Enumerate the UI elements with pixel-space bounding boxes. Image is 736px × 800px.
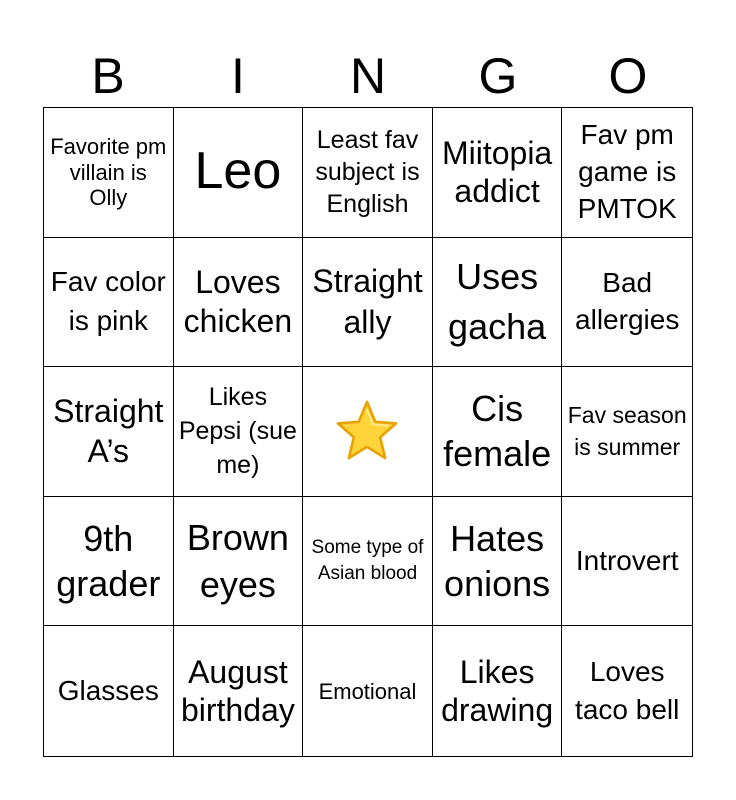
- bingo-header: [43, 44, 693, 108]
- header-letter-g: G: [478, 48, 518, 104]
- header-letter-o: O: [608, 48, 648, 104]
- bingo-cell-20[interactable]: Introvert: [562, 497, 692, 627]
- bingo-cell-24[interactable]: Likes drawing: [433, 626, 563, 756]
- bingo-cell-10[interactable]: Bad allergies: [562, 238, 692, 368]
- bingo-cell-12[interactable]: Likes Pepsi (sue me): [174, 367, 304, 497]
- bingo-cell-15[interactable]: Fav season is summer: [562, 367, 692, 497]
- bingo-cell-8[interactable]: Straight ally: [303, 238, 433, 368]
- free-space[interactable]: [303, 367, 433, 497]
- bingo-cell-16[interactable]: 9th grader: [44, 497, 174, 627]
- bingo-cell-4[interactable]: Miitopia addict: [433, 108, 563, 238]
- bingo-cell-17[interactable]: Brown eyes: [174, 497, 304, 627]
- bingo-cell-5[interactable]: Fav pm game is PMTOK: [562, 108, 692, 238]
- bingo-cell-25[interactable]: Loves taco bell: [575, 655, 680, 726]
- bingo-cell-22[interactable]: August birthday: [174, 626, 304, 756]
- header-letter-i: I: [231, 48, 245, 104]
- bingo-cell-21[interactable]: Glasses: [44, 626, 174, 756]
- bingo-cell-9[interactable]: Uses gacha: [433, 238, 563, 368]
- bingo-cell-3[interactable]: Least fav subject is English: [303, 108, 433, 238]
- bingo-cell-2[interactable]: Leo: [174, 108, 304, 238]
- bingo-cell-18[interactable]: Some type of Asian blood: [303, 497, 433, 627]
- bingo-cell-7[interactable]: Loves chicken: [174, 238, 304, 368]
- star-icon: [334, 398, 400, 464]
- bingo-board: [43, 107, 693, 757]
- bingo-cell-1[interactable]: Favorite pm villain is Olly: [44, 108, 174, 238]
- header-letter-b: B: [91, 48, 125, 104]
- bingo-cell-6[interactable]: Fav color is pink: [44, 238, 174, 368]
- bingo-cell-14[interactable]: Cis female: [433, 367, 563, 497]
- bingo-cell-19[interactable]: Hates onions: [433, 497, 563, 627]
- bingo-cell-11[interactable]: Straight A’s: [44, 367, 174, 497]
- header-letter-n: N: [349, 48, 387, 104]
- bingo-cell-23[interactable]: Emotional: [303, 626, 433, 756]
